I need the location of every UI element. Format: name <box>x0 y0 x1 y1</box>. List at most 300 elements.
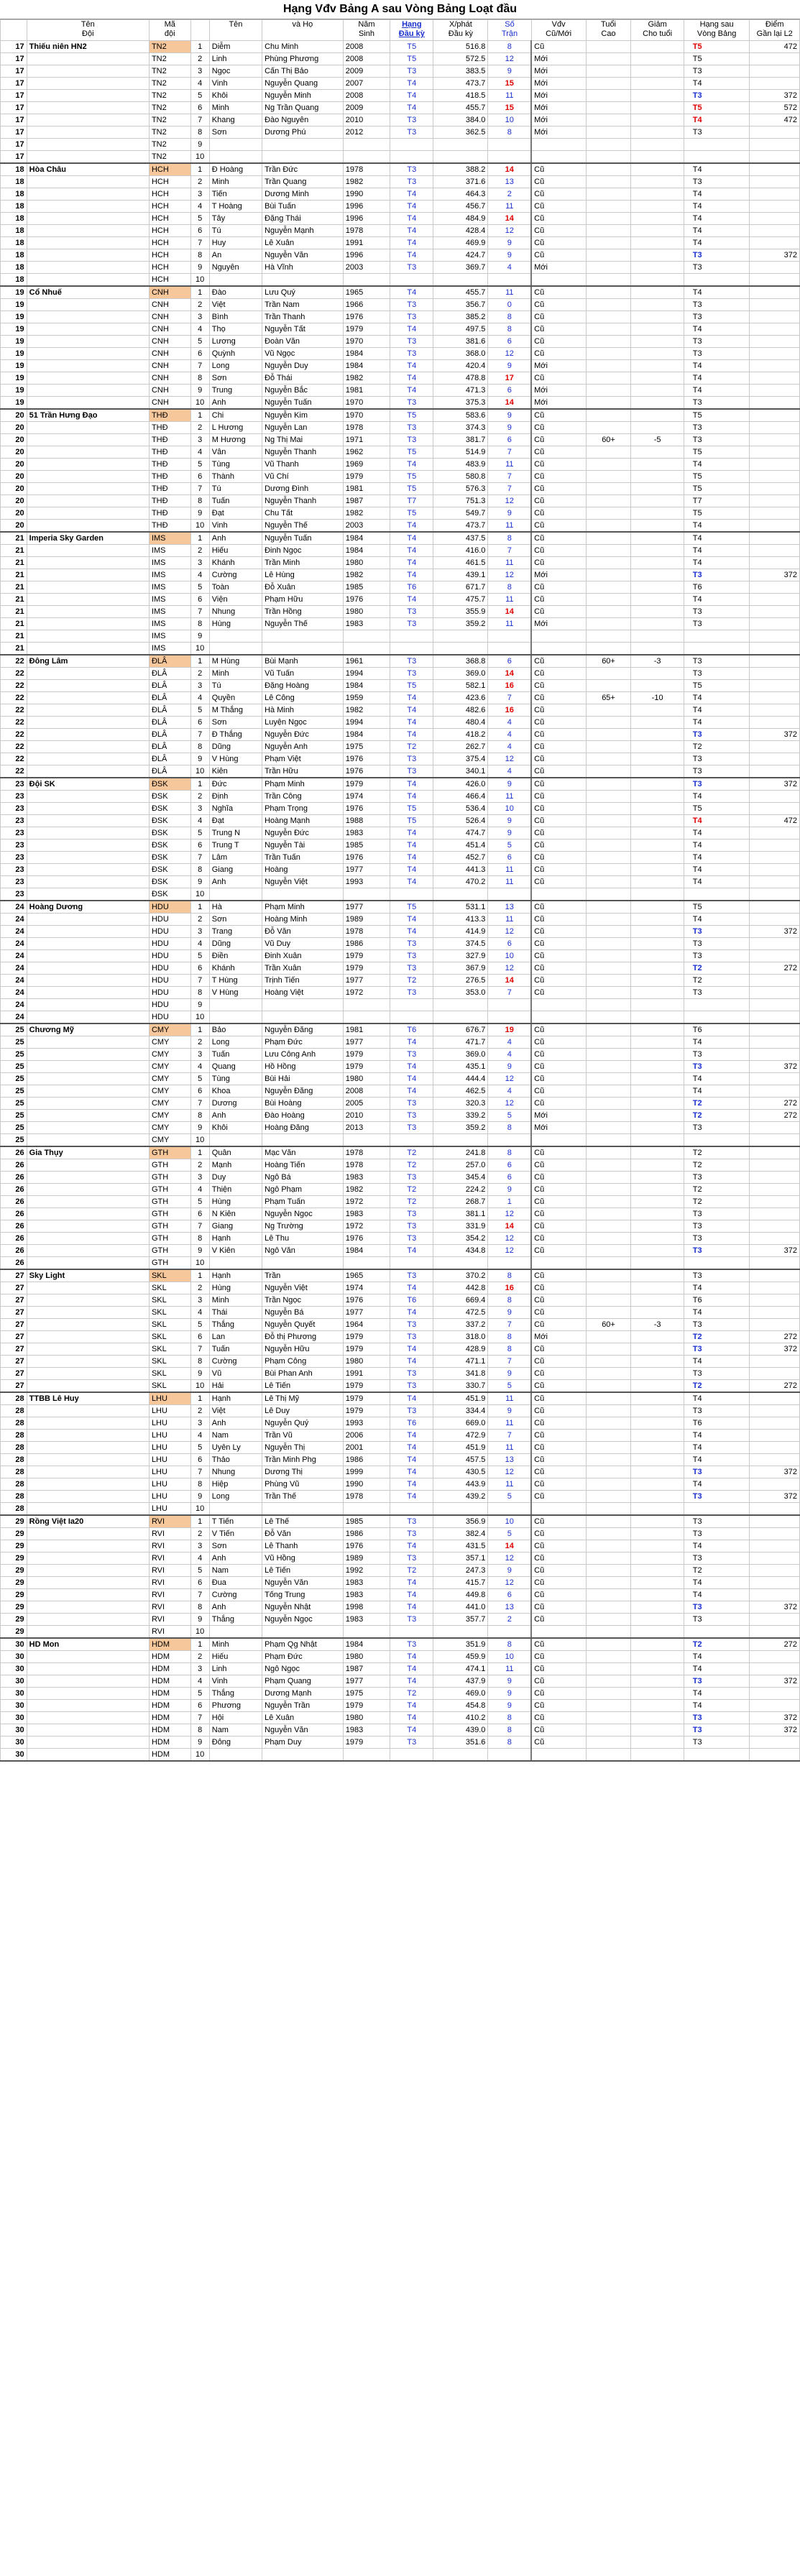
player-number-cell: 4 <box>190 78 209 90</box>
matches-cell: 19 <box>488 1024 531 1036</box>
player-number-cell: 7 <box>190 852 209 864</box>
old-new-cell: Cũ <box>531 1577 586 1589</box>
team-code-cell: ĐLÂ <box>149 717 190 729</box>
first-name-cell: Sơn <box>209 372 262 385</box>
age-discount-cell <box>631 139 684 151</box>
team-rank-cell: 21 <box>1 581 27 594</box>
start-points-cell <box>433 630 488 643</box>
age-discount-cell <box>631 815 684 827</box>
start-rank-cell <box>390 274 433 287</box>
team-name-cell <box>27 434 149 446</box>
first-name-cell: Quỳnh <box>209 348 262 360</box>
age-cell <box>586 606 631 618</box>
old-new-cell: Cũ <box>531 249 586 262</box>
age-discount-cell <box>631 90 684 102</box>
rank-after-cell: T4 <box>684 692 750 704</box>
player-number-cell: 4 <box>190 446 209 459</box>
start-rank-cell: T4 <box>390 360 433 372</box>
team-name-cell <box>27 213 149 225</box>
table-row <box>1 311 800 323</box>
first-name-cell: Hùng <box>209 618 262 630</box>
matches-cell <box>488 1749 531 1762</box>
matches-cell: 7 <box>488 1356 531 1368</box>
points-l2-cell <box>750 78 800 90</box>
first-name-cell: Hiệp <box>209 1478 262 1491</box>
age-cell <box>586 729 631 741</box>
rank-after-cell: T3 <box>684 1122 750 1134</box>
age-discount-cell <box>631 717 684 729</box>
team-code-cell: CNH <box>149 336 190 348</box>
points-l2-cell: 372 <box>750 1343 800 1356</box>
start-rank-cell: T6 <box>390 581 433 594</box>
old-new-cell: Cũ <box>531 1061 586 1073</box>
player-number-cell: 4 <box>190 323 209 336</box>
player-number-cell: 3 <box>190 1294 209 1307</box>
old-new-cell: Cũ <box>531 507 586 520</box>
table-row <box>1 1331 800 1343</box>
first-name-cell: Minh <box>209 102 262 114</box>
table-row <box>1 1503 800 1516</box>
start-rank-cell: T3 <box>390 655 433 668</box>
team-code-cell: ĐSK <box>149 827 190 840</box>
age-cell: 60+ <box>586 655 631 668</box>
age-discount-cell <box>631 1159 684 1172</box>
age-discount-cell <box>631 249 684 262</box>
birth-year-cell: 1979 <box>343 1736 390 1749</box>
table-row <box>1 791 800 803</box>
last-name-cell: Lê Thị Mỹ <box>262 1392 344 1405</box>
matches-cell: 13 <box>488 176 531 188</box>
start-rank-cell: T4 <box>390 1061 433 1073</box>
table-row <box>1 1663 800 1675</box>
player-number-cell: 10 <box>190 888 209 901</box>
last-name-cell: Dương Đình <box>262 483 344 495</box>
points-l2-cell <box>750 1565 800 1577</box>
first-name-cell <box>209 999 262 1011</box>
last-name-cell: Nguyễn Quyết <box>262 1319 344 1331</box>
team-name-cell <box>27 520 149 533</box>
team-rank-cell: 24 <box>1 938 27 950</box>
birth-year-cell <box>343 274 390 287</box>
first-name-cell: Tây <box>209 213 262 225</box>
team-rank-cell: 29 <box>1 1540 27 1552</box>
team-code-cell: ĐLÂ <box>149 680 190 692</box>
age-discount-cell <box>631 336 684 348</box>
team-code-cell: THĐ <box>149 495 190 507</box>
last-name-cell: Trịnh Tiến <box>262 975 344 987</box>
age-cell <box>586 1307 631 1319</box>
matches-cell: 9 <box>488 1688 531 1700</box>
player-number-cell: 4 <box>190 1184 209 1196</box>
start-points-cell: 531.1 <box>433 901 488 914</box>
start-points-cell: 444.4 <box>433 1073 488 1085</box>
age-cell <box>586 1269 631 1282</box>
old-new-cell: Cũ <box>531 311 586 323</box>
age-cell <box>586 1688 631 1700</box>
team-rank-cell: 25 <box>1 1049 27 1061</box>
age-cell <box>586 1245 631 1257</box>
first-name-cell <box>209 139 262 151</box>
points-l2-cell <box>750 1172 800 1184</box>
age-cell <box>586 815 631 827</box>
team-rank-cell: 19 <box>1 323 27 336</box>
start-points-cell <box>433 1749 488 1762</box>
header-cell-start-rank: Hạng Đầu kỳ <box>390 20 433 41</box>
first-name-cell: Đạt <box>209 815 262 827</box>
rank-after-cell: T4 <box>684 459 750 471</box>
team-code-cell: HCH <box>149 213 190 225</box>
table-row <box>1 1269 800 1282</box>
last-name-cell: Trần Vũ <box>262 1430 344 1442</box>
start-points-cell: 451.9 <box>433 1392 488 1405</box>
start-points-cell: 369.0 <box>433 668 488 680</box>
header-cell-code: Mã đội <box>149 20 190 41</box>
matches-cell: 9 <box>488 778 531 791</box>
table-row <box>1 1110 800 1122</box>
start-rank-cell: T4 <box>390 1085 433 1098</box>
first-name-cell: Viện <box>209 594 262 606</box>
rank-after-cell: T4 <box>684 704 750 717</box>
team-code-cell: IMS <box>149 630 190 643</box>
age-discount-cell <box>631 201 684 213</box>
rank-after-cell <box>684 1503 750 1516</box>
last-name-cell: Nguyễn Đức <box>262 729 344 741</box>
player-number-cell: 5 <box>190 1688 209 1700</box>
old-new-cell: Cũ <box>531 938 586 950</box>
rank-after-cell: T4 <box>684 1454 750 1466</box>
header-cell-first-name: Tên <box>209 20 262 41</box>
first-name-cell: Cường <box>209 569 262 581</box>
team-name-cell <box>27 1675 149 1688</box>
points-l2-cell <box>750 139 800 151</box>
points-l2-cell <box>750 753 800 765</box>
player-number-cell: 5 <box>190 1073 209 1085</box>
team-rank-cell: 20 <box>1 409 27 422</box>
points-l2-cell <box>750 876 800 888</box>
matches-cell: 8 <box>488 1331 531 1343</box>
start-points-cell: 334.4 <box>433 1405 488 1417</box>
table-row <box>1 630 800 643</box>
start-rank-cell: T4 <box>390 569 433 581</box>
age-discount-cell <box>631 888 684 901</box>
birth-year-cell: 1975 <box>343 741 390 753</box>
rank-after-cell: T4 <box>684 1540 750 1552</box>
rank-after-cell: T4 <box>684 1430 750 1442</box>
table-row <box>1 1589 800 1601</box>
first-name-cell: Nghĩa <box>209 803 262 815</box>
age-discount-cell: -3 <box>631 1319 684 1331</box>
player-number-cell: 10 <box>190 1749 209 1762</box>
last-name-cell: Phạm Hữu <box>262 594 344 606</box>
last-name-cell: Bùi Mạnh <box>262 655 344 668</box>
first-name-cell: Thắng <box>209 1614 262 1626</box>
points-l2-cell <box>750 618 800 630</box>
age-cell <box>586 41 631 53</box>
rank-after-cell: T4 <box>684 78 750 90</box>
player-number-cell: 9 <box>190 262 209 274</box>
team-rank-cell: 25 <box>1 1085 27 1098</box>
age-discount-cell <box>631 1307 684 1319</box>
age-cell <box>586 680 631 692</box>
team-rank-cell: 28 <box>1 1392 27 1405</box>
matches-cell <box>488 274 531 287</box>
table-row <box>1 1700 800 1712</box>
birth-year-cell <box>343 888 390 901</box>
team-code-cell: IMS <box>149 545 190 557</box>
player-number-cell: 3 <box>190 311 209 323</box>
first-name-cell: T Tiến <box>209 1515 262 1528</box>
birth-year-cell: 1986 <box>343 1528 390 1540</box>
matches-cell: 6 <box>488 852 531 864</box>
start-rank-cell: T2 <box>390 1196 433 1208</box>
team-name-cell <box>27 1503 149 1516</box>
player-number-cell: 9 <box>190 753 209 765</box>
team-code-cell: HCH <box>149 274 190 287</box>
team-code-cell: LHU <box>149 1430 190 1442</box>
matches-cell: 16 <box>488 680 531 692</box>
table-row <box>1 704 800 717</box>
rank-after-cell: T4 <box>684 827 750 840</box>
points-l2-cell <box>750 409 800 422</box>
start-rank-cell <box>390 1503 433 1516</box>
table-row <box>1 188 800 201</box>
birth-year-cell: 1984 <box>343 348 390 360</box>
player-number-cell: 6 <box>190 471 209 483</box>
table-row <box>1 1392 800 1405</box>
team-name-cell <box>27 1601 149 1614</box>
team-name-cell <box>27 1196 149 1208</box>
team-name-cell <box>27 1110 149 1122</box>
start-points-cell: 428.4 <box>433 225 488 237</box>
table-row <box>1 1245 800 1257</box>
age-cell <box>586 1331 631 1343</box>
points-l2-cell <box>750 1319 800 1331</box>
age-discount-cell <box>631 1601 684 1614</box>
matches-cell: 12 <box>488 1466 531 1478</box>
start-rank-cell: T4 <box>390 225 433 237</box>
age-discount-cell <box>631 1651 684 1663</box>
player-number-cell: 10 <box>190 274 209 287</box>
team-code-cell: TN2 <box>149 41 190 53</box>
matches-cell: 4 <box>488 765 531 778</box>
matches-cell: 16 <box>488 704 531 717</box>
old-new-cell: Cũ <box>531 901 586 914</box>
start-points-cell <box>433 888 488 901</box>
age-cell <box>586 1196 631 1208</box>
table-row <box>1 1736 800 1749</box>
birth-year-cell <box>343 1257 390 1270</box>
points-l2-cell <box>750 286 800 299</box>
team-rank-cell: 24 <box>1 1011 27 1024</box>
rank-after-cell: T2 <box>684 1565 750 1577</box>
rank-after-cell: T3 <box>684 176 750 188</box>
birth-year-cell: 1991 <box>343 1368 390 1380</box>
old-new-cell: Cũ <box>531 852 586 864</box>
team-rank-cell: 20 <box>1 483 27 495</box>
table-row <box>1 950 800 962</box>
old-new-cell: Cũ <box>531 299 586 311</box>
old-new-cell: Cũ <box>531 926 586 938</box>
age-discount-cell <box>631 1085 684 1098</box>
team-name-cell <box>27 201 149 213</box>
start-rank-cell: T4 <box>390 557 433 569</box>
team-name-cell <box>27 360 149 372</box>
table-row <box>1 852 800 864</box>
age-discount-cell <box>631 299 684 311</box>
team-rank-cell: 20 <box>1 434 27 446</box>
last-name-cell: Nguyễn Mạnh <box>262 225 344 237</box>
matches-cell: 9 <box>488 422 531 434</box>
start-points-cell: 428.9 <box>433 1343 488 1356</box>
team-name-cell <box>27 311 149 323</box>
birth-year-cell: 1975 <box>343 1688 390 1700</box>
points-l2-cell <box>750 385 800 397</box>
team-code-cell: SKL <box>149 1368 190 1380</box>
rank-after-cell: T2 <box>684 1159 750 1172</box>
start-points-cell: 247.3 <box>433 1565 488 1577</box>
first-name-cell: M Hùng <box>209 655 262 668</box>
birth-year-cell: 1978 <box>343 1491 390 1503</box>
first-name-cell: Nam <box>209 1724 262 1736</box>
points-l2-cell <box>750 1233 800 1245</box>
old-new-cell: Cũ <box>531 987 586 999</box>
table-row <box>1 1675 800 1688</box>
birth-year-cell: 1992 <box>343 1565 390 1577</box>
points-l2-cell <box>750 1282 800 1294</box>
player-number-cell: 6 <box>190 1208 209 1220</box>
start-points-cell: 449.8 <box>433 1589 488 1601</box>
team-name-cell <box>27 1688 149 1700</box>
old-new-cell: Cũ <box>531 483 586 495</box>
player-number-cell: 2 <box>190 422 209 434</box>
team-rank-cell: 23 <box>1 827 27 840</box>
team-name-cell: Sky Light <box>27 1269 149 1282</box>
rank-after-cell: T2 <box>684 1638 750 1651</box>
matches-cell: 8 <box>488 1736 531 1749</box>
team-rank-cell: 29 <box>1 1565 27 1577</box>
table-row <box>1 213 800 225</box>
age-discount-cell <box>631 569 684 581</box>
matches-cell: 8 <box>488 1712 531 1724</box>
rank-after-cell: T6 <box>684 1294 750 1307</box>
last-name-cell: Vũ Chí <box>262 471 344 483</box>
matches-cell: 8 <box>488 1269 531 1282</box>
points-l2-cell <box>750 1294 800 1307</box>
birth-year-cell: 1985 <box>343 1515 390 1528</box>
matches-cell: 4 <box>488 262 531 274</box>
team-name-cell: Rồng Việt Ia20 <box>27 1515 149 1528</box>
player-number-cell: 9 <box>190 507 209 520</box>
birth-year-cell: 1976 <box>343 753 390 765</box>
age-cell <box>586 360 631 372</box>
points-l2-cell <box>750 422 800 434</box>
age-discount-cell: -3 <box>631 655 684 668</box>
rank-after-cell: T3 <box>684 1220 750 1233</box>
old-new-cell: Cũ <box>531 1675 586 1688</box>
age-cell <box>586 1233 631 1245</box>
matches-cell: 9 <box>488 1307 531 1319</box>
rank-after-cell <box>684 643 750 656</box>
last-name-cell: Nguyễn Bá <box>262 1307 344 1319</box>
player-number-cell: 7 <box>190 483 209 495</box>
age-discount-cell <box>631 1110 684 1122</box>
start-rank-cell: T3 <box>390 65 433 78</box>
points-l2-cell: 372 <box>750 1712 800 1724</box>
team-code-cell: CNH <box>149 311 190 323</box>
rank-after-cell: T4 <box>684 1478 750 1491</box>
team-name-cell <box>27 1122 149 1134</box>
age-cell <box>586 1036 631 1049</box>
last-name-cell: Nguyễn Trần <box>262 1700 344 1712</box>
team-name-cell <box>27 1011 149 1024</box>
matches-cell: 9 <box>488 1405 531 1417</box>
first-name-cell: Uyên Ly <box>209 1442 262 1454</box>
rank-after-cell <box>684 630 750 643</box>
points-l2-cell <box>750 1122 800 1134</box>
old-new-cell: Cũ <box>531 950 586 962</box>
birth-year-cell: 1990 <box>343 1478 390 1491</box>
matches-cell: 11 <box>488 201 531 213</box>
first-name-cell: Vinh <box>209 520 262 533</box>
start-rank-cell: T4 <box>390 459 433 471</box>
table-row <box>1 840 800 852</box>
points-l2-cell <box>750 987 800 999</box>
team-name-cell <box>27 1220 149 1233</box>
last-name-cell: Lê Xuân <box>262 237 344 249</box>
team-rank-cell: 18 <box>1 201 27 213</box>
player-number-cell: 1 <box>190 1146 209 1159</box>
old-new-cell: Mới <box>531 360 586 372</box>
points-l2-cell <box>750 1417 800 1430</box>
old-new-cell: Cũ <box>531 1392 586 1405</box>
start-rank-cell: T3 <box>390 1405 433 1417</box>
team-code-cell: IMS <box>149 606 190 618</box>
start-points-cell: 526.4 <box>433 815 488 827</box>
old-new-cell: Cũ <box>531 1478 586 1491</box>
start-points-cell: 583.6 <box>433 409 488 422</box>
table-row <box>1 888 800 901</box>
start-rank-cell: T4 <box>390 717 433 729</box>
birth-year-cell: 1959 <box>343 692 390 704</box>
team-name-cell: Chương Mỹ <box>27 1024 149 1036</box>
start-points-cell: 262.7 <box>433 741 488 753</box>
start-rank-cell: T3 <box>390 668 433 680</box>
age-cell <box>586 938 631 950</box>
age-cell <box>586 237 631 249</box>
rank-after-cell: T3 <box>684 1245 750 1257</box>
age-cell <box>586 471 631 483</box>
table-row <box>1 532 800 545</box>
start-rank-cell: T4 <box>390 1036 433 1049</box>
age-discount-cell <box>631 65 684 78</box>
matches-cell: 11 <box>488 791 531 803</box>
last-name-cell: Phạm Minh <box>262 778 344 791</box>
team-code-cell: RVI <box>149 1601 190 1614</box>
points-l2-cell: 272 <box>750 1098 800 1110</box>
age-cell <box>586 926 631 938</box>
rank-after-cell: T3 <box>684 1405 750 1417</box>
birth-year-cell: 2010 <box>343 1110 390 1122</box>
age-cell <box>586 778 631 791</box>
first-name-cell: Trung <box>209 385 262 397</box>
points-l2-cell <box>750 1749 800 1762</box>
age-discount-cell <box>631 151 684 164</box>
start-rank-cell: T5 <box>390 471 433 483</box>
team-code-cell: HCH <box>149 176 190 188</box>
start-points-cell: 241.8 <box>433 1146 488 1159</box>
team-code-cell: LHU <box>149 1405 190 1417</box>
birth-year-cell: 1961 <box>343 655 390 668</box>
